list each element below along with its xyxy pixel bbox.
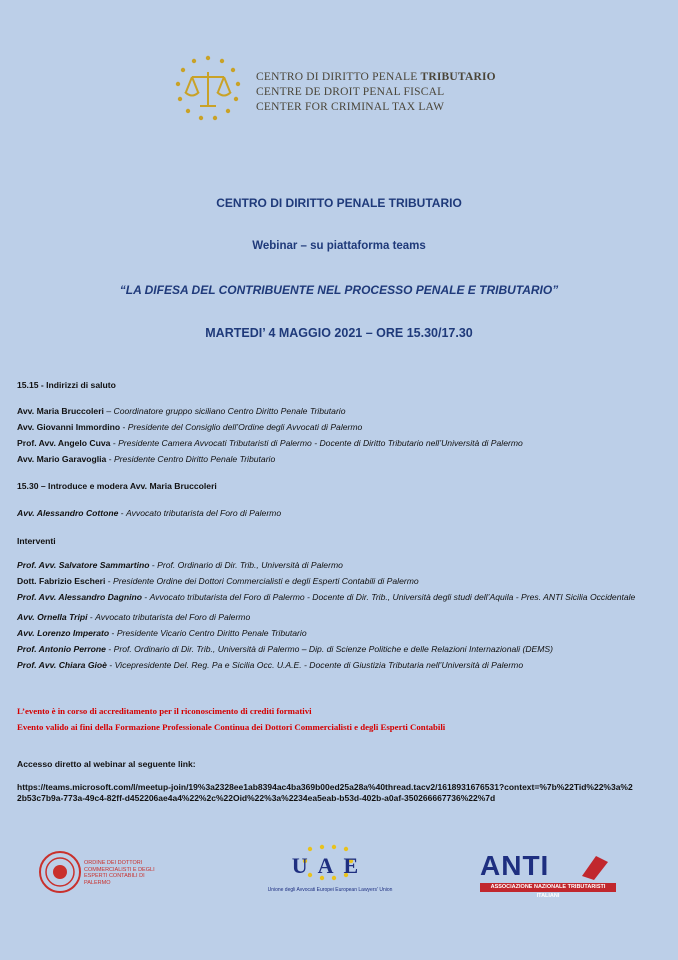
- anti-word: ANTI: [480, 850, 550, 881]
- organization-names: [256, 70, 496, 115]
- accreditation-notice: L’evento è in corso di accreditamento per il riconoscimento di crediti formativi: [17, 706, 312, 716]
- list-item: Prof. Avv. Salvatore Sammartino - Prof. Ordinario di Dir. Trib., Università di Palermo: [17, 560, 343, 570]
- list-item: Avv. Giovanni Immordino - Presidente del Consiglio dell’Ordine degli Avvocati di Palermo: [17, 422, 363, 432]
- talks-heading: Interventi: [17, 536, 56, 546]
- anti-logo: [480, 850, 620, 899]
- name-english: CENTER FOR CRIMINAL TAX LAW: [256, 101, 445, 113]
- uae-letters: UAE: [291, 853, 369, 878]
- anti-mark-icon: [578, 852, 612, 882]
- training-notice: Evento valido ai fini della Formazione Professionale Continua dei Dottori Commercialisti e degli Esperti Contabili: [17, 722, 446, 732]
- name-italian: CENTRO DI DIRITTO PENALE TRIBUTARIO: [256, 71, 496, 83]
- anti-subtitle: ASSOCIAZIONE NAZIONALE TRIBUTARISTI ITALIANI: [480, 883, 616, 892]
- webinar-format: Webinar – su piattaforma teams: [252, 240, 426, 252]
- list-item: Avv. Ornella Tripi - Avvocato tributarista del Foro di Palermo: [17, 612, 251, 622]
- header-logo: [168, 50, 498, 130]
- greetings-heading: 15.15 - Indirizzi di saluto: [17, 380, 116, 390]
- access-label: Accesso diretto al webinar al seguente link:: [17, 759, 196, 769]
- list-item: Prof. Avv. Alessandro Dagnino - Avvocato tributarista del Foro di Palermo - Docente di Dir. Trib., Università degli studi dell’Aquila - Pres. ANTI Sicilia Occidentale: [17, 592, 636, 602]
- event-topic: “LA DIFESA DEL CONTRIBUENTE NEL PROCESSO PENALE E TRIBUTARIO”: [119, 283, 559, 297]
- list-item: Dott. Fabrizio Escheri - Presidente Ordine dei Dottori Commercialisti e degli Esperti Contabili di Palermo: [17, 576, 419, 586]
- intro-speaker: Avv. Alessandro Cottone - Avvocato tributarista del Foro di Palermo: [17, 508, 282, 518]
- uae-subtitle: Unione degli Avvocati Europei European Lawyers' Union: [267, 887, 393, 893]
- name-french: CENTRE DE DROIT PENAL FISCAL: [256, 86, 445, 98]
- uae-logo: [265, 843, 395, 905]
- webinar-link[interactable]: https://teams.microsoft.com/l/meetup-join/19%3a2328ee1ab8394ac4ba369b00ed25a28a%40thread.tacv2/1618931676531?context=%7b%22Tid%22%3a%22b53c7b9a-773a-49c4-82ff-d452206ae4a4%22%2c%22Oid%22%3a%2234ea5eab-b53d-402b-a0af-350266667736%22%7d: [17, 782, 633, 803]
- list-item: Avv. Lorenzo Imperato - Presidente Vicario Centro Diritto Penale Tributario: [17, 628, 307, 638]
- odcec-name: ORDINE DEI DOTTORI COMMERCIALISTI E DEGLI ESPERTI CONTABILI DI PALERMO: [84, 860, 155, 886]
- odcec-logo: [38, 848, 168, 902]
- odcec-seal-icon: [38, 850, 82, 894]
- list-item: Avv. Mario Garavoglia - Presidente Centro Diritto Penale Tributario: [17, 454, 276, 464]
- list-item: Prof. Avv. Chiara Gioè - Vicepresidente Del. Reg. Pa e Sicilia Occ. U.A.E. - Docente di Giustizia Tributaria nell’Università di Palermo: [17, 660, 524, 670]
- intro-heading: 15.30 – Introduce e modera Avv. Maria Bruccoleri: [17, 481, 217, 491]
- scales-of-justice-icon: [168, 50, 248, 130]
- talks-list: [17, 559, 667, 675]
- organization-title: CENTRO DI DIRITTO PENALE TRIBUTARIO: [216, 196, 462, 210]
- greetings-list: [17, 405, 667, 469]
- list-item: Prof. Avv. Angelo Cuva - Presidente Camera Avvocati Tributaristi di Palermo - Docente di Diritto Tributario nell’Università di Palermo: [17, 438, 523, 448]
- event-date: MARTEDI’ 4 MAGGIO 2021 – ORE 15.30/17.30: [205, 326, 473, 340]
- list-item: Avv. Maria Bruccoleri – Coordinatore gruppo siciliano Centro Diritto Penale Tributario: [17, 406, 346, 416]
- list-item: Prof. Antonio Perrone - Prof. Ordinario di Dir. Trib., Università di Palermo – Dip. di Scienze Politiche e delle Relazioni Internazionali (DEMS): [17, 644, 554, 654]
